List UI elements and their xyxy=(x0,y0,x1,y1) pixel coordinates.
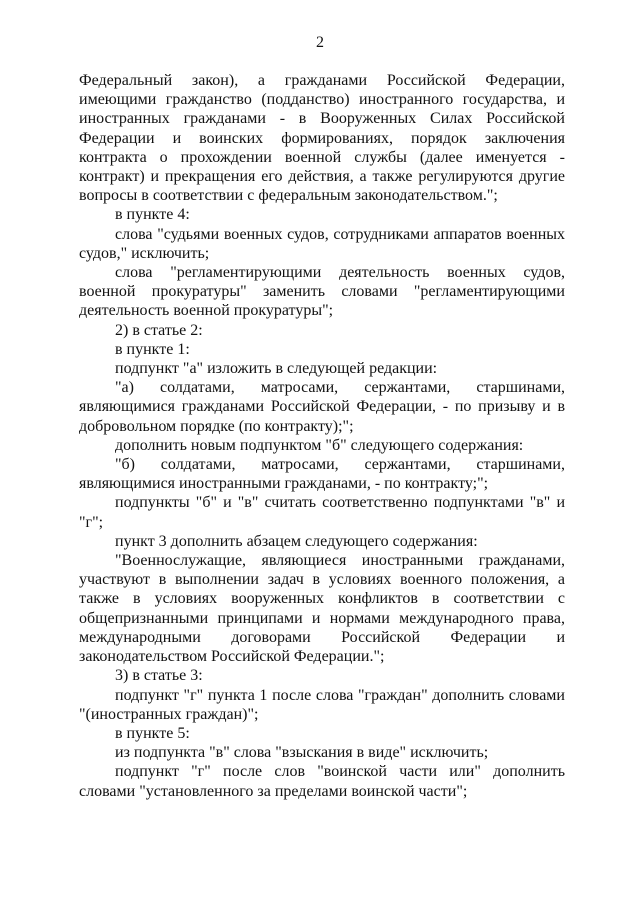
paragraph-continuation: Федеральный закон), а гражданами Российской Федерации, имеющими гражданство (подданство) иностранного государства, и иностранных гражданами - в Вооруженных Силах Российской Федерации и воинских формированиях, порядок заключения контракта о прохождении военной службы (далее именуется - контракт) и прекращения его действия, а также регулируются другие вопросы в соответствии с федеральным законодательством."; xyxy=(79,72,565,205)
paragraph: пункт 3 дополнить абзацем следующего содержания: xyxy=(115,532,478,550)
paragraph: "а) солдатами, матросами, сержантами, старшинами, являющимися гражданами Российской Федерации, - по призыву и в добровольном порядке (по контракту);"; xyxy=(79,379,565,435)
paragraph: 2) в статье 2: xyxy=(115,321,203,339)
paragraph: подпункты "б" и "в" считать соответственно подпунктами "в" и "г"; xyxy=(79,494,565,531)
paragraph: из подпункта "в" слова "взыскания в виде" исключить; xyxy=(115,744,489,762)
paragraph: "Военнослужащие, являющиеся иностранными гражданами, участвуют в выполнении задач в условиях военного положения, а также в условиях вооруженных конфликтов в соответствии с общепризнанными принципами и нормами международного права, международными договорами Российской Федерации и законодательством Российской Федерации."; xyxy=(79,552,565,666)
document-body xyxy=(79,71,565,801)
paragraph: подпункт "а" изложить в следующей редакции: xyxy=(115,360,438,378)
paragraph: слова "судьями военных судов, сотрудниками аппаратов военных судов," исключить; xyxy=(79,225,565,262)
paragraph: в пункте 4: xyxy=(115,206,190,224)
paragraph: слова "регламентирующими деятельность военных судов, военной прокуратуры" заменить словами "регламентирующими деятельность военной прокуратуры"; xyxy=(79,264,565,320)
paragraph: 3) в статье 3: xyxy=(115,667,203,685)
paragraph: дополнить новым подпунктом "б" следующего содержания: xyxy=(115,436,524,454)
paragraph: в пункте 1: xyxy=(115,340,190,358)
paragraph: в пункте 5: xyxy=(115,724,190,742)
paragraph: подпункт "г" пункта 1 после слова "граждан" дополнить словами "(иностранных граждан)"; xyxy=(79,686,565,723)
page-number: 2 xyxy=(316,34,324,51)
paragraph: "б) солдатами, матросами, сержантами, старшинами, являющимися иностранными гражданами, - по контракту;"; xyxy=(79,456,565,493)
paragraph: подпункт "г" после слов "воинской части или" дополнить словами "установленного за пределами воинской части"; xyxy=(79,763,565,800)
